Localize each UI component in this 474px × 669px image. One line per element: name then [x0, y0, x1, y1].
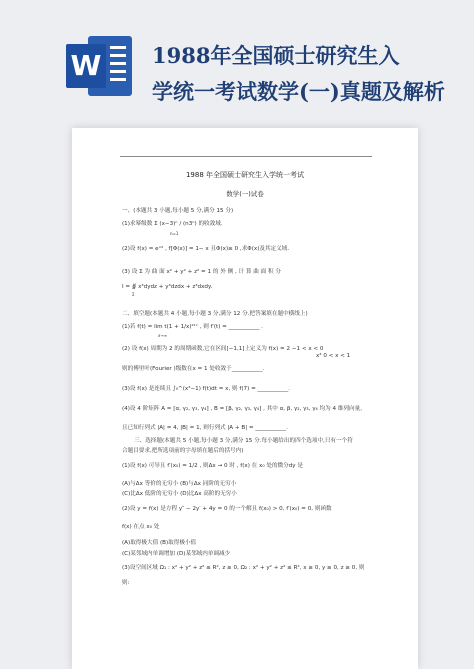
document-subtitle: 数学(一)试卷 — [226, 190, 264, 198]
doc-line: (1)设 f(x) 可导且 f′(x₀) = 1/2 , 则Δx → 0 时 , f(x) 在 x₀ 处的微分dy 是 — [122, 463, 303, 469]
doc-line: 则: — [122, 580, 130, 586]
page-title-line-2: 学统一考试数学(一)真题及解析 — [152, 79, 445, 104]
doc-line: f(x) 在点 x₀ 处 — [122, 524, 160, 530]
doc-line: 一、(本题共 3 小题,每小题 5 分,满分 15 分) — [122, 208, 234, 214]
doc-line: 二、填空题(本题共 4 小题,每小题 3 分,满分 12 分.把答案填在题中横线上) — [122, 311, 308, 317]
document-title: 1988 年全国硕士研究生入学统一考试 — [185, 171, 305, 179]
doc-line: (2)设 y = f(x) 是方程 y″ − 2y′ + 4y = 0 的一个解且 f(x₀) > 0, f′(x₀) = 0, 则函数 — [122, 506, 332, 512]
word-icon-letter: W — [66, 44, 106, 88]
doc-line: (2) 设 f(x) 周期为 2 的周期函数,它在区间[−1,1]上定义为 f(x) = 2 −1 < x < 0 — [122, 346, 324, 352]
doc-line: (4)设 4 阶矩阵 A = [α, γ₂, γ₃, γ₄] , B = [β, γ₂, γ₃, γ₄] , 其中 α, β, γ₂, γ₃, γ₄ 均为 4 维列向量, — [122, 406, 362, 412]
doc-line: (3)设空间区域 Ω₁ : x² + y² + z² ≤ R², z ≥ 0, Ω₂ : x² + y² + z² ≤ R², x ≥ 0, y ≥ 0, z ≥ 0, 则 — [122, 565, 365, 571]
doc-line: 三、选择题(本题共 5 小题,每小题 3 分,满分 15 分.每小题给出的四个选项中,只有一个符 — [134, 438, 353, 444]
doc-line: (2)设 f(x) = eˣ² , f[Φ(x)] = 1− x 且Φ(x)≥ 0 ,求Φ(x)及其定义域. — [122, 246, 290, 252]
document-page — [72, 128, 418, 669]
doc-line: (1)求幂级数 Σ (x−3)ⁿ / (n3ⁿ) 的收敛域. — [122, 221, 223, 227]
doc-line: n=1 — [170, 231, 179, 236]
doc-line: 且已知行列式 |A| = 4, |B| = 1, 则行列式 |A + B| = ___________. — [122, 425, 288, 431]
doc-line: (3)设 f(x) 是连续且 ∫₀^(x³−1) f(t)dt = x, 则 f(7) = ___________. — [122, 386, 291, 392]
doc-line: (A)与Δx 等价的无穷小 (B)与Δx 同阶的无穷小 — [122, 481, 237, 487]
doc-line: (A)取得极大值 (B)取得极小值 — [122, 540, 197, 546]
header-rule — [120, 156, 372, 157]
doc-line: (3) 设 Σ 为 曲 面 x² + y² + z² = 1 的 外 侧 , 计 算 曲 面 积 分 — [122, 269, 281, 275]
doc-line: (C)比Δx 低阶的无穷小 (D)比Δx 高阶的无穷小 — [122, 491, 237, 497]
doc-line: Σ — [132, 292, 135, 297]
doc-line: x³ 0 < x < 1 — [316, 353, 351, 359]
doc-line: 合题目要求,把所选项前的字母填在题后的括号内) — [122, 448, 244, 454]
doc-line: (1)若 f(t) = lim t(1 + 1/x)²ᵗˣ , 则 f′(t) = ___________ . — [122, 324, 263, 330]
word-icon — [66, 36, 132, 96]
doc-line: 则的傅里叶(Fourier )级数在x = 1 处收敛于___________. — [122, 366, 265, 372]
doc-line: x→∞ — [158, 333, 168, 338]
doc-line: I = ∯ x³dydz + y³dzdx + z³dxdy. — [122, 284, 213, 290]
doc-line: (C)某邻域内单调增加 (D)某邻域内单调减少 — [122, 551, 231, 557]
page-title-line-1: 1988年全国硕士研究生入 — [152, 43, 400, 68]
